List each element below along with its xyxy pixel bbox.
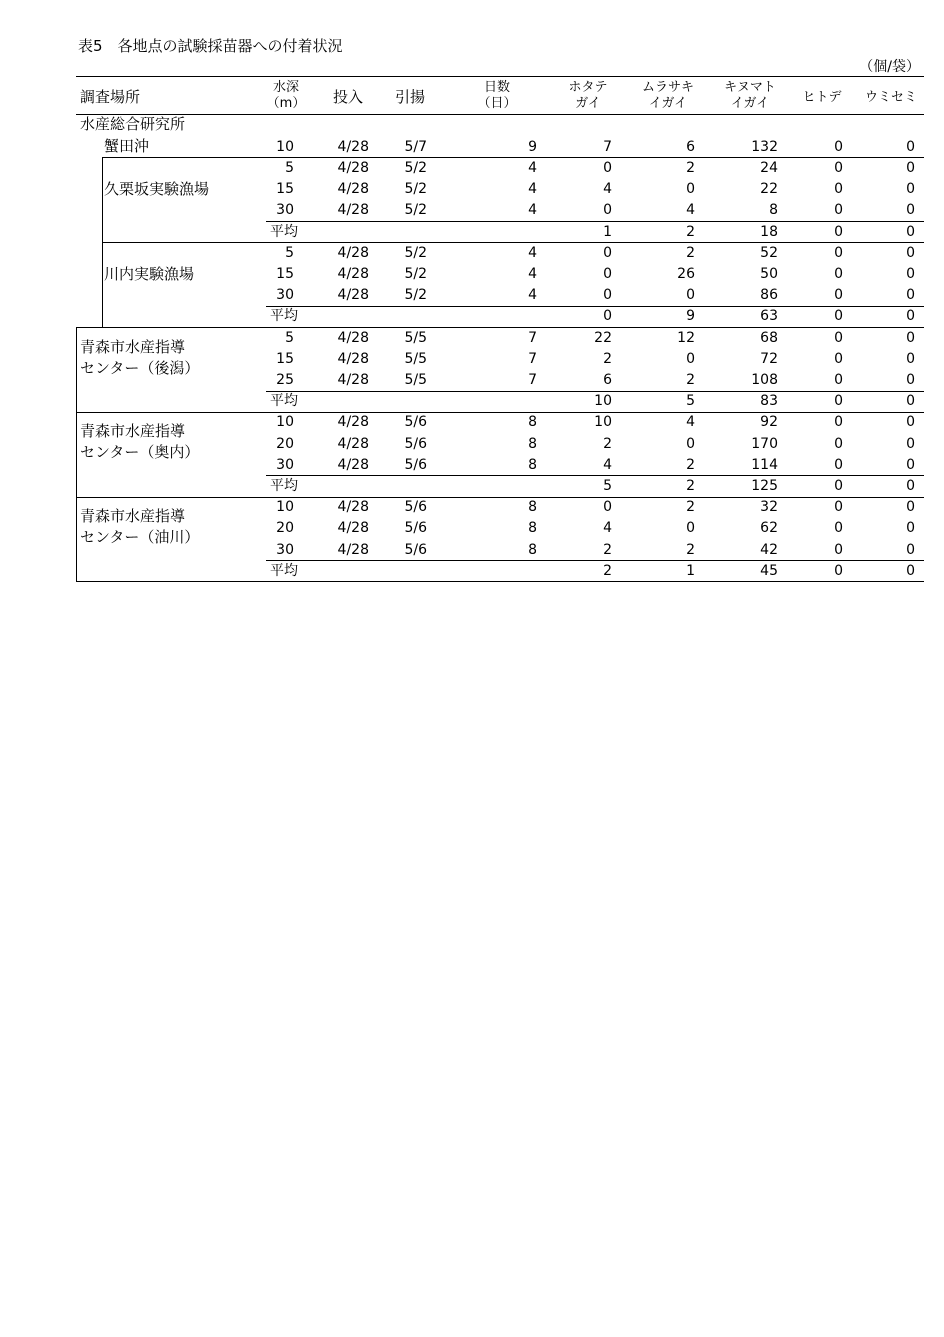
- average-label: 平均: [270, 477, 298, 494]
- table-cell: 8: [769, 202, 778, 219]
- table-cell: 4/28: [337, 159, 369, 176]
- table-cell: 0: [686, 181, 695, 198]
- average-cell: 0: [906, 223, 915, 240]
- header-kinumato: [715, 80, 785, 112]
- table-cell: 30: [276, 287, 294, 304]
- average-cell: 0: [906, 477, 915, 494]
- table-cell: 15: [276, 265, 294, 282]
- table-cell: 26: [677, 265, 695, 282]
- table-cell: 0: [834, 287, 843, 304]
- site-name: センター（後潟）: [80, 358, 200, 377]
- table-cell: 4/28: [337, 329, 369, 346]
- table-cell: 5/2: [404, 159, 427, 176]
- site-name: 青森市水産指導: [80, 337, 186, 356]
- bottom-rule: [76, 581, 924, 582]
- table-cell: 0: [603, 499, 612, 516]
- site-name: 水産総合研究所: [80, 115, 186, 133]
- table-cell: 0: [686, 287, 695, 304]
- table-cell: 22: [760, 181, 778, 198]
- table-cell: 2: [603, 541, 612, 558]
- header-murasaki-line1: ムラサキ: [641, 80, 694, 95]
- average-cell: 0: [834, 223, 843, 240]
- table-cell: 0: [834, 159, 843, 176]
- average-cell: 1: [686, 562, 695, 579]
- table-cell: 0: [603, 244, 612, 261]
- table-cell: 0: [834, 350, 843, 367]
- table-cell: 2: [686, 244, 695, 261]
- table-cell: 0: [834, 244, 843, 261]
- average-cell: 2: [686, 477, 695, 494]
- table-cell: 0: [906, 329, 915, 346]
- table-cell: 72: [760, 350, 778, 367]
- table-cell: 15: [276, 181, 294, 198]
- table-cell: 7: [528, 329, 537, 346]
- header-hotate-line2: ガイ: [575, 96, 601, 111]
- table-cell: 2: [603, 435, 612, 452]
- subsite-bracket: [102, 157, 103, 242]
- table-cell: 0: [906, 435, 915, 452]
- table-cell: 4: [528, 159, 537, 176]
- table-cell: 108: [751, 371, 778, 388]
- table-cell: 4/28: [337, 181, 369, 198]
- table-cell: 0: [686, 435, 695, 452]
- table-cell: 12: [677, 329, 695, 346]
- average-cell: 9: [686, 308, 695, 325]
- average-cell: 18: [760, 223, 778, 240]
- table-cell: 0: [603, 202, 612, 219]
- table-cell: 5/2: [404, 181, 427, 198]
- table-cell: 8: [528, 456, 537, 473]
- table-cell: 0: [834, 499, 843, 516]
- table-cell: 0: [906, 350, 915, 367]
- table-cell: 0: [906, 265, 915, 282]
- table-cell: 0: [834, 181, 843, 198]
- table-cell: 170: [751, 435, 778, 452]
- subsite-name: 川内実験漁場: [104, 265, 195, 283]
- table-cell: 0: [834, 138, 843, 155]
- header-hitode: ヒトデ: [802, 90, 842, 105]
- site-name: 青森市水産指導: [80, 422, 186, 441]
- table-cell: 4/28: [337, 265, 369, 282]
- table-cell: 2: [686, 499, 695, 516]
- table-cell: 5/6: [404, 435, 427, 452]
- table-cell: 4: [528, 181, 537, 198]
- header-pull-up: 引揚: [395, 88, 426, 106]
- table-cell: 0: [906, 287, 915, 304]
- table-cell: 22: [594, 329, 612, 346]
- table-cell: 4/28: [337, 138, 369, 155]
- table-cell: 5/2: [404, 244, 427, 261]
- table-cell: 0: [834, 456, 843, 473]
- table-cell: 4: [686, 202, 695, 219]
- table-cell: 50: [760, 265, 778, 282]
- average-cell: 45: [760, 562, 778, 579]
- table-cell: 114: [751, 456, 778, 473]
- table-cell: 52: [760, 244, 778, 261]
- table-cell: 4/28: [337, 244, 369, 261]
- table-cell: 20: [276, 435, 294, 452]
- table-cell: 5/6: [404, 541, 427, 558]
- table-cell: 0: [834, 414, 843, 431]
- average-cell: 83: [760, 393, 778, 410]
- table-cell: 7: [528, 371, 537, 388]
- table-cell: 0: [603, 159, 612, 176]
- table-cell: 92: [760, 414, 778, 431]
- header-hotate-line1: ホタテ: [568, 80, 608, 95]
- header-days-line2: （日）: [477, 96, 517, 111]
- table-cell: 2: [686, 541, 695, 558]
- average-cell: 0: [834, 562, 843, 579]
- average-cell: 5: [686, 393, 695, 410]
- header-depth: [264, 80, 308, 112]
- table-cell: 8: [528, 520, 537, 537]
- table-cell: 5/5: [404, 329, 427, 346]
- table-cell: 0: [834, 520, 843, 537]
- group-bracket: [76, 327, 77, 412]
- table-cell: 5: [285, 244, 294, 261]
- table-cell: 15: [276, 350, 294, 367]
- table-cell: 0: [906, 499, 915, 516]
- average-cell: 0: [906, 562, 915, 579]
- table-cell: 4: [603, 456, 612, 473]
- table-cell: 5/7: [404, 138, 427, 155]
- table-cell: 10: [276, 499, 294, 516]
- subsite-name: 蟹田沖: [104, 137, 150, 156]
- table-cell: 0: [834, 202, 843, 219]
- table-title: 表5 各地点の試験採苗器への付着状況: [78, 37, 343, 55]
- table-cell: 62: [760, 520, 778, 537]
- table-cell: 8: [528, 414, 537, 431]
- table-cell: 4/28: [337, 371, 369, 388]
- header-site: 調査場所: [80, 88, 141, 106]
- group-bracket: [76, 412, 77, 497]
- table-cell: 4: [528, 244, 537, 261]
- table-cell: 0: [906, 138, 915, 155]
- header-days: [472, 80, 522, 112]
- table-cell: 10: [594, 414, 612, 431]
- average-label: 平均: [270, 562, 298, 579]
- table-cell: 30: [276, 202, 294, 219]
- average-label: 平均: [270, 308, 298, 325]
- site-name: センター（奥内）: [80, 443, 200, 462]
- table-cell: 0: [603, 265, 612, 282]
- table-cell: 4: [528, 202, 537, 219]
- header-kinumato-line2: イガイ: [730, 96, 770, 111]
- table-cell: 4: [603, 520, 612, 537]
- table-cell: 25: [276, 371, 294, 388]
- table-cell: 10: [276, 414, 294, 431]
- table-cell: 5/5: [404, 350, 427, 367]
- average-cell: 10: [594, 393, 612, 410]
- table-cell: 4/28: [337, 287, 369, 304]
- table-cell: 24: [760, 159, 778, 176]
- site-name: センター（油川）: [80, 528, 200, 547]
- average-cell: 5: [603, 477, 612, 494]
- table-cell: 5/2: [404, 287, 427, 304]
- average-cell: 0: [603, 308, 612, 325]
- header-umisemi: ウミセミ: [864, 90, 917, 105]
- average-cell: 0: [906, 393, 915, 410]
- table-cell: 0: [834, 329, 843, 346]
- table-cell: 30: [276, 541, 294, 558]
- table-cell: 5: [285, 329, 294, 346]
- table-cell: 5/2: [404, 202, 427, 219]
- table-cell: 4/28: [337, 202, 369, 219]
- table-cell: 4: [686, 414, 695, 431]
- table-cell: 86: [760, 287, 778, 304]
- subsite-bracket: [102, 242, 103, 327]
- table-cell: 4/28: [337, 414, 369, 431]
- table-cell: 32: [760, 499, 778, 516]
- table-cell: 2: [686, 456, 695, 473]
- table-cell: 4/28: [337, 541, 369, 558]
- average-cell: 0: [906, 308, 915, 325]
- table-cell: 0: [906, 414, 915, 431]
- table-cell: 6: [603, 371, 612, 388]
- header-depth-line1: 水深: [272, 80, 299, 95]
- table-cell: 42: [760, 541, 778, 558]
- table-cell: 0: [906, 456, 915, 473]
- header-murasaki-line2: イガイ: [648, 96, 688, 111]
- average-label: 平均: [270, 223, 298, 240]
- table-cell: 5/6: [404, 414, 427, 431]
- table-cell: 4/28: [337, 520, 369, 537]
- table-cell: 30: [276, 456, 294, 473]
- table-cell: 7: [528, 350, 537, 367]
- table-cell: 5/6: [404, 456, 427, 473]
- table-cell: 8: [528, 435, 537, 452]
- average-cell: 2: [603, 562, 612, 579]
- unit-label: （個/袋）: [859, 59, 920, 75]
- average-cell: 63: [760, 308, 778, 325]
- table-cell: 0: [906, 520, 915, 537]
- average-cell: 0: [834, 477, 843, 494]
- table-cell: 5/6: [404, 520, 427, 537]
- table-cell: 9: [528, 138, 537, 155]
- average-cell: 1: [603, 223, 612, 240]
- table-cell: 0: [686, 520, 695, 537]
- table-cell: 2: [686, 159, 695, 176]
- table-cell: 5: [285, 159, 294, 176]
- table-cell: 6: [686, 138, 695, 155]
- table-cell: 0: [906, 541, 915, 558]
- table-cell: 132: [751, 138, 778, 155]
- average-cell: 2: [686, 223, 695, 240]
- header-hotate: [556, 80, 620, 112]
- average-cell: 0: [834, 308, 843, 325]
- table-cell: 0: [906, 159, 915, 176]
- subsite-name: 久栗坂実験漁場: [104, 180, 210, 199]
- table-cell: 4: [528, 287, 537, 304]
- table-cell: 5/2: [404, 265, 427, 282]
- header-days-line1: 日数: [483, 80, 510, 95]
- table-cell: 0: [834, 435, 843, 452]
- header-kinumato-line1: キヌマト: [724, 80, 776, 95]
- average-cell: 125: [751, 477, 778, 494]
- site-name: 青森市水産指導: [80, 507, 186, 526]
- table-cell: 4/28: [337, 350, 369, 367]
- table-cell: 5/5: [404, 371, 427, 388]
- table-cell: 0: [906, 202, 915, 219]
- table-cell: 68: [760, 329, 778, 346]
- table-cell: 4/28: [337, 456, 369, 473]
- table-cell: 0: [906, 244, 915, 261]
- header-murasaki: [633, 80, 703, 112]
- header-depth-line2: （m）: [266, 96, 306, 111]
- average-label: 平均: [270, 393, 298, 410]
- table-cell: 5/6: [404, 499, 427, 516]
- header-put-in: 投入: [333, 88, 364, 106]
- table-cell: 4: [528, 265, 537, 282]
- table-cell: 4: [603, 181, 612, 198]
- table-cell: 0: [686, 350, 695, 367]
- table-cell: 0: [906, 181, 915, 198]
- table-cell: 0: [834, 265, 843, 282]
- table-cell: 2: [603, 350, 612, 367]
- top-rule: [76, 76, 924, 77]
- table-cell: 0: [906, 371, 915, 388]
- table-cell: 20: [276, 520, 294, 537]
- table-cell: 0: [834, 371, 843, 388]
- table-cell: 8: [528, 499, 537, 516]
- table-cell: 7: [603, 138, 612, 155]
- table-cell: 10: [276, 138, 294, 155]
- table-cell: 8: [528, 541, 537, 558]
- table-cell: 4/28: [337, 435, 369, 452]
- average-cell: 0: [834, 393, 843, 410]
- table-cell: 2: [686, 371, 695, 388]
- table-cell: 0: [834, 541, 843, 558]
- header-rule: [76, 114, 924, 115]
- table-cell: 0: [603, 287, 612, 304]
- group-bracket: [76, 497, 77, 582]
- table-cell: 4/28: [337, 499, 369, 516]
